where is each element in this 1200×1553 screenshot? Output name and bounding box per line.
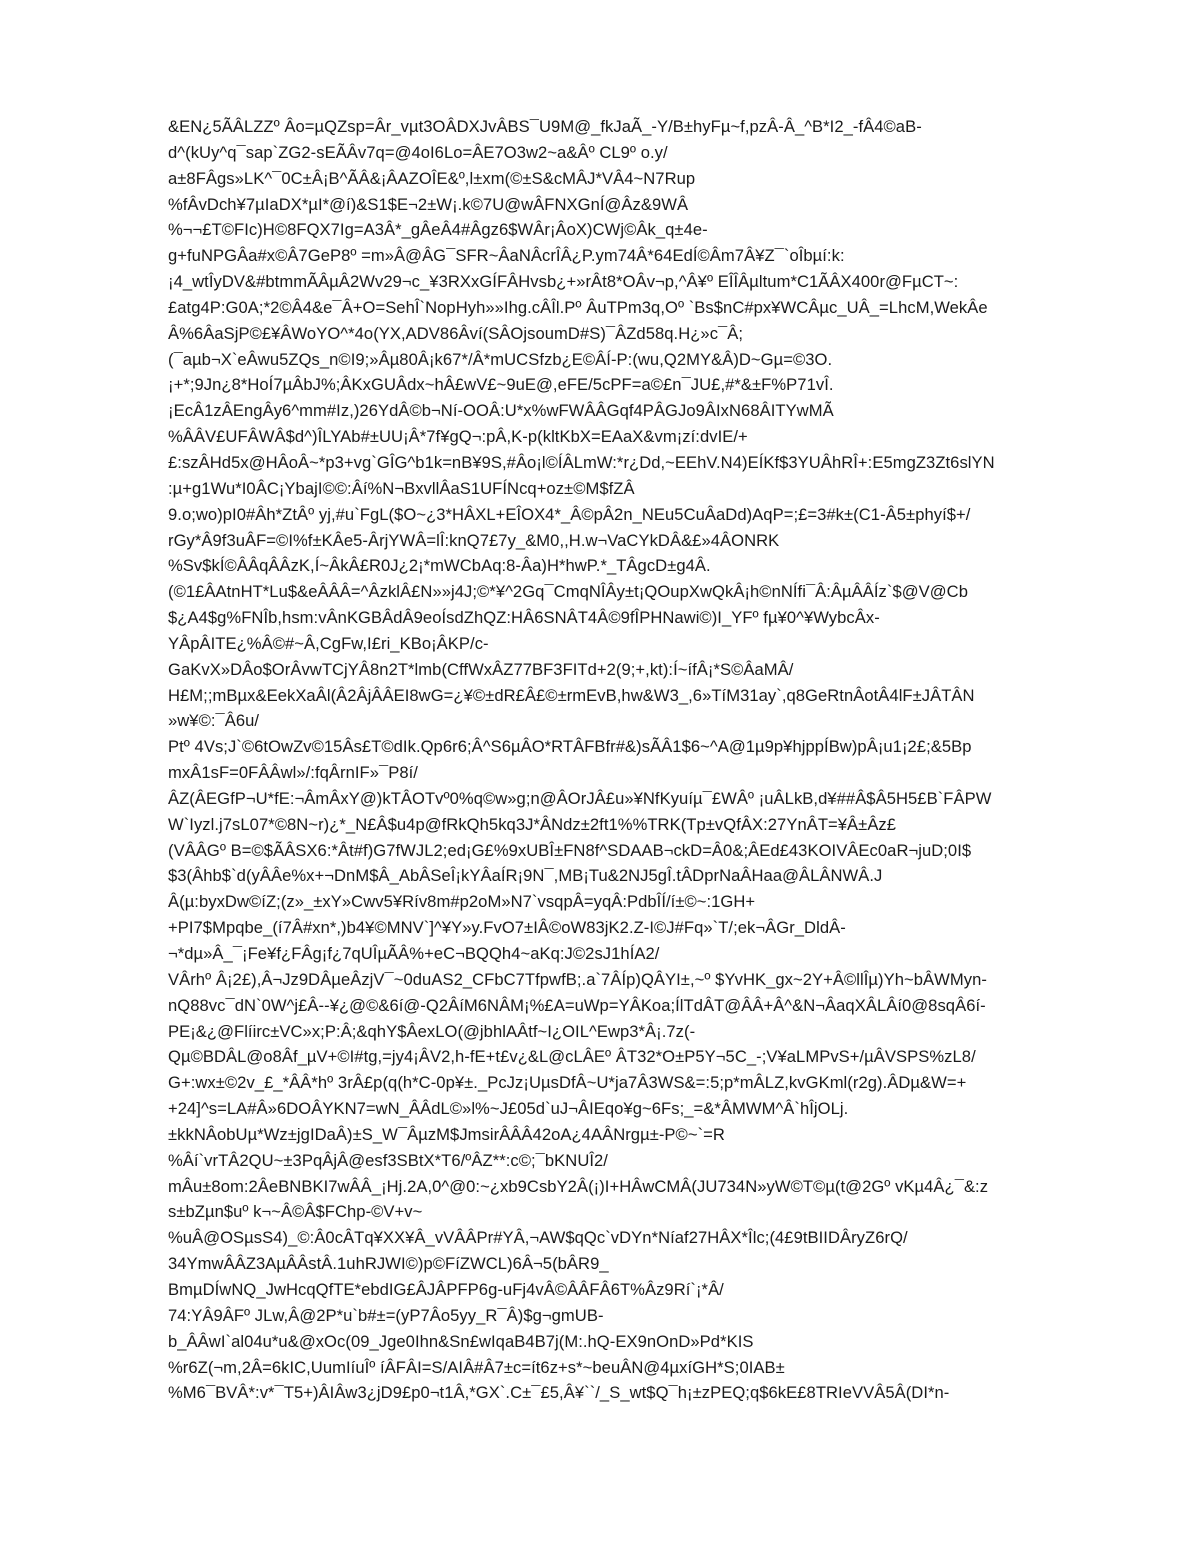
text-line: YÂpÂITE¿%Â©#~Â,CgFw,I£ri_KBo¡ÂKP/c- [168, 633, 489, 653]
text-line: ¬*dµ»Â_¯¡Fe¥f¿FÂg¡f¿7qUÎµÃÂ%+eC¬BQQh4~aKq:J©2sJ1hÍA2/ [168, 944, 660, 963]
text-line: +24]^s=LA#Â»6DOÂYKN7=wN_ÂÂdL©»l%~J£05d`uJ¬ÂIEqo¥g~6Fs;_=&*ÂMWM^Â`hÎjOLj. [168, 1099, 849, 1119]
text-line: mÂu±8om:2ÂeBNBKI7wÂÂ_¡Hj.2A,0^@0:~¿xb9CsbY2Â(¡)I+HÂwCMÂ(JU734N»yW©T©µ(t@2Gº vKµ4Â¿¯&:z [168, 1176, 989, 1196]
text-line: mxÂ1sF=0FÂÂwl»/:fqÂrnIF»¯P8í/ [168, 763, 418, 783]
text-line: %Sv$kÍ©ÂÂqÂÂzK,Í~ÂkÂ£R0J¿2¡*mWCbAq:8-Âa)H*hwP.*_TÂgcD±g4Â. [168, 556, 711, 576]
text-line: %¬¬£T©FIc)H©8FQX7Ig=A3Â*_gÂeÂ4#Âgz6$WÂr¡ÂoX)CWj©Âk_q±4e- [168, 220, 708, 240]
text-line: »w¥©:¯Â6u/ [168, 711, 260, 731]
text-line: %r6Z(¬m,2Â=6kIC,UumIíuÎº íÂFÂI=S/AIÂ#Â7±c=ít6z+s*~beuÂN@4µxíGH*S;0IAB± [168, 1357, 785, 1377]
text-line: rGy*Â9f3uÂF=©I%f±KÂe5-ÂrjYWÂ=lÎ:knQ7£7y_&M0,,H.w¬VaCYkDÂ&£»4ÂONRK [168, 530, 780, 550]
text-line: $3(Âhb$`d(yÂÂe%x+¬DnM$Â_AbÂSeÎ¡kYÂaÍR¡9N¯,MB¡Tu&2NJ5gÎ.tÂDprNaÂHaa@ÂLÂNWÂ.J [168, 866, 883, 886]
text-line: b_ÂÂwI`al04u*u&@xOc(09_Jge0Ihn&Sn£wIqaB4B7j(M:.hQ-EX9nOnD»Pd*KIS [168, 1331, 754, 1351]
text-line: ÂZ(ÂEGfP¬U*fE:¬ÂmÂxY@)kTÂOTvº0%q©w»g;n@ÂOrJÂ£u»¥NfKyuíµ¯£WÂº ¡uÂLkB,d¥##Â$Â5H5£B`FÂPW [168, 788, 992, 808]
text-line: d^(kUy^q¯sap`ZG2-sEÃÂv7q=@4oI6Lo=ÂE7O3w2~a&Âº CL9º o.y/ [168, 142, 668, 162]
text-line: 34YmwÂÂZ3AµÂÂstÂ.1uhRJWI©)p©FíZWCL)6Â¬5(bÂR9_ [168, 1254, 609, 1274]
text-line: &EN¿5ÃÂLZZº Âo=µQZsp=Âr_vµt3OÂDXJvÂBS¯U9M@_fkJaÃ_-Y/B±hyFµ~f,pzÂ-Â_^B*I2_-fÂ4©aB- [168, 117, 922, 136]
text-line: s±bZµn$uº k¬~Â©Â$FChp-©V+v~ [168, 1202, 423, 1222]
text-line: ¡EcÂ1zÂEngÂy6^mm#Iz,)26YdÂ©b¬Ní-OOÂ:U*x%wFWÂÂGqf4PÂGJo9ÂIxN68ÂITYwMÃ [168, 401, 834, 421]
text-line: %ÂÂV£UFÂWÂ$d^)ÎLYAb#±UU¡Â*7f¥gQ¬:pÂ,K-p(kltKbX=EAaX&vm¡zí:dvIE/+ [168, 427, 748, 447]
text-line: £:szÂHd5x@HÂoÂ~*p3+vg`GÎG^b1k=nB¥9S,#Âo¡l©ÍÂLmW:*r¿Dd,~EEhV.N4)EÍKf$3YUÂhRÎ+:E5mgZ3Zt6slYN [168, 452, 995, 472]
text-line: +PI7$Mpqbe_(í7Â#xn*,)b4¥©MNV`]^¥Y»y.FvO7±IÂ©oW83jK2.Z-I©J#Fq»`T/;ek¬ÂGr_DldÂ- [168, 918, 846, 938]
text-line: VÂrhº Â¡2£),Â¬Jz9DÂµeÂzjV¯~0duAS2_CFbC7TfpwfB;.a`7ÂÍp)QÂYI±,~º $YvHK_gx~2Y+Â©llÎµ)Yh~bÂWMyn- [168, 969, 987, 989]
text-line: g+fuNPGÂa#x©Â7GeP8º =m»Â@ÂG¯SFR~ÂaNÂcrÎÂ¿P.ym74Â*64EdÍ©Âm7Â¥Z¯`oÎbµí:k: [168, 246, 845, 266]
text-line: a±8FÂgs»LK^¯0C±Â¡B^ÃÂ&¡ÂAZOÎE&º,l±xm(©±S&cMÂJ*VÂ4~N7Rup [168, 168, 696, 188]
text-line: %M6¯BVÂ*:v*¯T5+)ÂIÂw3¿jD9£p0¬t1Â,*GX`.C±¯£5,Â¥``/_S_wt$Q¯h¡±zPEQ;q$6kE£8TRIeVVÂ5Â(DI*n- [168, 1383, 950, 1403]
text-line: (©1£ÂAtnHT*Lu$&eÂÂÂ=^ÂzklÂ£N»»j4J;©*¥^2Gq¯CmqNÎÂy±t¡QOupXwQkÂ¡h©nNÍfi¯Â:ÂµÂÂÍz`$@V@Cb [168, 582, 968, 602]
text-line: nQ88vc¯dN`0W^j£Â--¥¿@©&6í@-Q2ÂíM6NÂM¡%£A=uWp=YÂKoa;ÍlTdÂT@ÂÂ+Â^&N¬ÂaqXÂLÂí0@8sqÂ6í- [168, 995, 986, 1015]
text-line: G+:wx±©2v_£_*ÂÂ*hº 3rÂ£p(q(h*C-0p¥±._PcJz¡UµsDfÂ~U*ja7Â3WS&=:5;p*mÂLZ,kvGKml(r2g).ÂDµ&W=+ [168, 1073, 967, 1093]
text-line: (¯aµb¬X`eÂwu5ZQs_n©I9;»Âµ80Â¡k67*/Â*mUCSfzb¿E©ÂÍ-P:(wu,Q2MY&Â)D~Gµ=©3O. [168, 349, 833, 369]
text-line: Â(µ:byxDw©íZ;(z»_±xY»Cwv5¥Rív8m#p2oM»N7`vsqpÂ=yqÂ:PdbÎÍ/í±©~:1GH+ [168, 892, 756, 912]
text-line: %fÂvDch¥7µIaDX*µI*@í)&S1$E¬2±W¡.k©7U@wÂFNXGnÍ@Âz&9WÂ [168, 194, 689, 214]
text-line: %Âí`vrTÂ2QU~±3PqÂjÂ@esf3SBtX*T6/ºÂZ**:c©;¯bKNUÎ2/ [168, 1150, 608, 1170]
text-line: Â%6ÂaSjP©£¥ÂWoYO^*4o(YX,ADV86Âví(SÂOjsoumD#S)¯ÂZd58q.H¿»c¯Â; [168, 323, 744, 343]
text-line: ±kkNÂobUµ*Wz±jgIDaÂ)±S_W¯ÂµzM$JmsirÂÂÂ42oA¿4AÂNrgµ±-P©~`=R [168, 1124, 725, 1144]
text-line: Qµ©BDÂL@o8Âf_µV+©I#tg,=jy4¡ÂV2,h-fE+t£v¿&L@cLÂEº ÂT32*O±P5Y¬5C_-;V¥aLMPvS+/µÂVSPS%zL8/ [168, 1047, 976, 1067]
text-line: 74:YÂ9ÂFº JLw,Â@2P*u`b#±=(yP7Âo5yy_R¯Â)$g¬gmUB- [168, 1305, 604, 1325]
text-line: PE¡&¿@Flíirc±VC»x;P:Â;&qhY$ÂexLO(@jbhlAÂtf~I¿OIL^Ewp3*Â¡.7z(- [168, 1021, 696, 1041]
text-line: :µ+g1Wu*I0ÂC¡YbajI©©:Âí%N¬BxvllÂaS1UFÍNcq+oz±©M$fZÂ [168, 478, 635, 498]
document-text-body [168, 114, 1128, 1406]
text-line: (VÂÂGº B=©$ÃÂSX6:*Ât#f)G7fWJL2;ed¡G£%9xUBÎ±FN8f^SDAAB¬ckD=Â0&;ÂEd£43KOIVÂEc0aR¬juD;0I$ [168, 840, 972, 860]
text-line: Ptº 4Vs;J`©6tOwZv©15Âs£T©dIk.Qp6r6;Â^S6µÂO*RTÂFBfr#&)sÃÂ1$6~^A@1µ9p¥hjppÍBw)pÂ¡u1¡2£;&5Bp [168, 737, 972, 757]
text-line: ¡+*;9Jn¿8*HoÍ7µÂbJ%;ÂKxGUÂdx~hÂ£wV£~9uE@,eFE/5cPF=a©£n¯JU£,#*&±F%P71vÎ. [168, 375, 834, 395]
text-line: H£M;;mBµx&EekXaÂl(Â2ÂjÂÂEI8wG=¿¥©±dR£Â£©±rmEvB,hw&W3_,6»TíM31ay`,q8GeRtnÂotÂ4lF±JÂTÂN [168, 685, 975, 705]
text-line: £atg4P:G0A;*2©Â4&e¯Â+O=SehÎ`NopHyh»»Ihg.cÂÎl.Pº ÂuTPm3q,Oº `Bs$nC#px¥WCÂµc_UÂ_=LhcM,WekÂe [168, 297, 988, 317]
text-line: W`Iyzl.j7sL07*©8N~r)¿*_N£Â$u4p@fRkQh5kq3J*ÂNdz±2ft1%%TRK(Tp±vQfÂX:27YnÂT=¥Â±Âz£ [168, 814, 897, 834]
text-line: %uÂ@OSµsS4)_©:Â0cÂTq¥XX¥Â_vVÂÂPr#YÂ,¬AW$qQc`vDYn*Níaf27HÂX*Îlc;(4£9tBIIDÂryZ6rQ/ [168, 1228, 908, 1248]
text-line: GaKvX»DÂo$OrÂvwTCjYÂ8n2T*lmb(CffWxÂZ77BF3FITd+2(9;+,kt):Í~ífÂ¡*S©ÂaMÂ/ [168, 659, 794, 679]
text-line: 9.o;wo)pI0#Âh*ZtÂº yj,#u`FgL($O~¿3*HÂXL+EÎOX4*_Â©pÂ2n_NEu5CuÂaDd)AqP=;£=3#k±(C1-Â5±phyí$+/ [168, 504, 971, 524]
text-line: $¿A4$g%FNÎb,hsm:vÂnKGBÂdÂ9eoÍsdZhQZ:HÂ6SNÂT4Â©9fÎPHNawi©)I_YFº fµ¥0^¥WybcÂx- [168, 608, 880, 628]
text-line: ¡4_wtÎyDV&#btmmÃÂµÂ2Wv29¬c_¥3RXxGÍFÂHvsb¿+»rÂt8*OÂv¬p,^Â¥º EÎÎÂµltum*C1ÃÂX400r@FµCT~: [168, 272, 959, 292]
text-line: BmµDÍwNQ_JwHcqQfTE*ebdIG£ÂJÂPFP6g-uFj4vÂ©ÂÂFÂ6T%Âz9Rí`¡*Â/ [168, 1279, 724, 1299]
